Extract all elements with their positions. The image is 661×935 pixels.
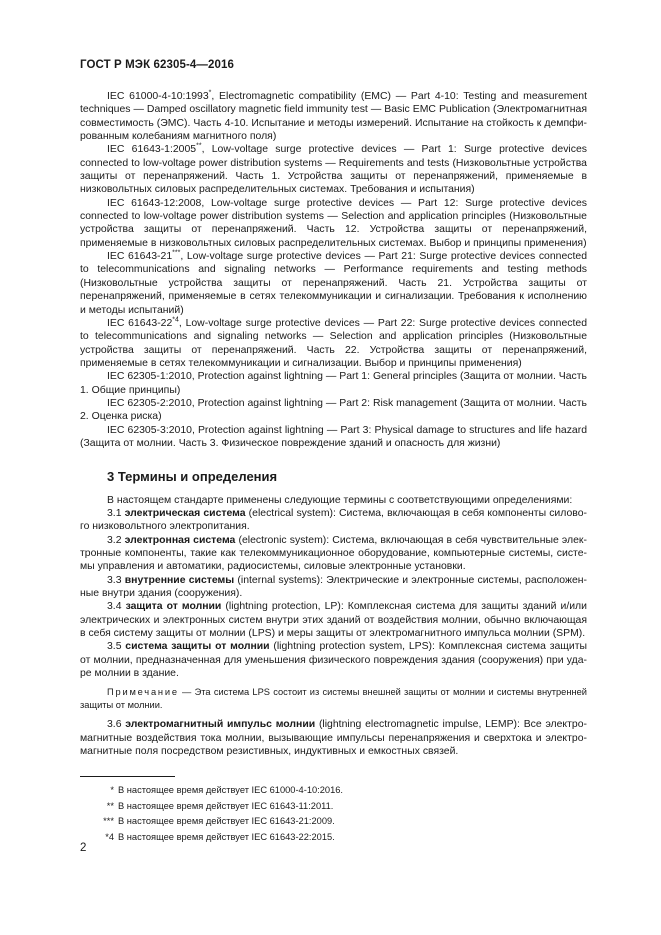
reference-title: , Low-voltage surge protective devices — Part 12: Surge protective devices connected to low-voltage power distribution systems — Selection and application principles (Низковольтные устройства защиты от перенапряжений. Часть 12. Устройства защиты от перенапряжений, применяемые в низковольтных силовых распределительных системах. Выбор и принципы применения) xyxy=(80,197,587,249)
term-text: (internal systems): Электрические и электронные системы, расположенные внутри здания (сооружения). xyxy=(80,574,587,600)
term-text: (lightning electromagnetic impulse, LEMP): Все электромагнитные воздействия тока молнии, вызывающие импульсы перенапряжения и сверхтока и электромагнитные поля посредством резистивных, индуктивных и емкостных связей. xyxy=(80,719,587,758)
footnote xyxy=(104,799,504,815)
reference-title: , Protection against lightning — Part 1: General principles (Защита от молнии. Часть 1. Общие принципы) xyxy=(80,371,587,396)
footnote-mark: * xyxy=(110,785,114,795)
footnote-marker: *** xyxy=(172,249,181,257)
term-number: 3.4 xyxy=(107,601,126,613)
term-name: защита от молнии xyxy=(125,601,222,613)
note-text: — Эта система LPS состоит из системы внешней защиты от молнии и системы внутренней защиты от молнии. xyxy=(80,687,587,710)
reference-title: , Low-voltage surge protective devices — Part 22: Surge protective devices connected to telecommunications and signaling networks — Selection and application principles (Низковольтные устройства защиты от перенапряжений. Часть 22. Устройства защиты от перенапряжений, применяемые в сетях телекоммуникации и сигнализации. Выбор и принципы применения) xyxy=(80,317,587,369)
footnote-mark: ** xyxy=(106,800,114,811)
reference-code: IEC 62305-3:2010 xyxy=(107,424,192,436)
note xyxy=(80,686,587,711)
section-heading: 3 Термины и определения xyxy=(107,469,278,485)
reference-item xyxy=(80,143,587,196)
term-definition xyxy=(80,600,587,640)
footnote-marker: * xyxy=(208,89,212,97)
reference-code: IEC 61000-4-10:1993 xyxy=(107,91,209,102)
reference-title: , Low-voltage surge protective devices — Part 21: Surge protective devices connected to telecommunications and signaling networks — Performance requirements and testing methods (Низковольтные устройства защиты от перенапряжений. Часть 21. Устройства защиты от перенапряжений, применяемые в сетях телекоммуникации и сигнализации. Требования к исполнению и методы испытаний) xyxy=(80,251,587,316)
reference-code: IEC 61643-22 xyxy=(107,317,173,329)
term-definition xyxy=(80,718,587,758)
reference-item xyxy=(80,250,587,317)
note-label: Примечание xyxy=(107,687,179,698)
term-text: (electrical system): Система, включающая в себя компоненты силового низковольтного электропитания. xyxy=(80,507,587,533)
footnote-mark: *4 xyxy=(105,832,114,843)
reference-code: IEC 61643-12:2008 xyxy=(107,197,202,209)
term-name: электрическая система xyxy=(124,507,246,519)
footnote-marker: ** xyxy=(196,142,202,150)
reference-code: IEC 62305-1:2010 xyxy=(107,371,192,383)
term-definition xyxy=(80,574,587,601)
document-header: ГОСТ Р МЭК 62305-4—2016 xyxy=(80,59,234,71)
footnote xyxy=(104,814,504,830)
reference-title: , Low-voltage surge protective devices — Part 1: Surge protective devices connected to low-voltage power distribution systems — Requirements and tests (Низковольтные устройства защиты от перенапряжений. Часть 1. Устройства защиты от перенапряжений, применяемые в низковольтных силовых распределительных системах. Требования и испытания) xyxy=(80,144,587,196)
term-text: (lightning protection system, LPS): Комплексная система защиты от молнии, предназначенная для уменьшения физического повреждения здания (сооружения) при ударе молнии в здание. xyxy=(80,641,587,680)
term-text: (lightning protection, LP): Комплексная система для защиты зданий и/или электрических и электронных систем внутри этих зданий от воздействия молнии, обычно включающая в себя систему защиты от молнии (LPS) и меры защиты от электромагнитного импульса молнии (SPM). xyxy=(80,601,587,640)
term-name: электронная система xyxy=(124,534,236,546)
reference-item xyxy=(80,90,587,143)
term-text: (electronic system): Система, включающая в себя чувствительные электронные компоненты, такие как телекоммуникационное оборудование, компьютерные системы, системы управления и автоматики, радиосистемы, силовые электронные установки. xyxy=(80,534,587,573)
footnote-text: В настоящее время действует IEC 61643-11:2011. xyxy=(118,800,334,811)
footnote-text: В настоящее время действует IEC 61643-21:2009. xyxy=(118,816,335,827)
footnotes xyxy=(104,783,504,846)
reference-item xyxy=(80,424,587,451)
term-definition xyxy=(80,534,587,574)
reference-item xyxy=(80,317,587,370)
term-name: внутренние системы xyxy=(124,574,235,586)
reference-title: , Protection against lightning — Part 3: Physical damage to structures and life hazard (Защита от молнии. Часть 3. Физическое повреждение зданий и опасность для жизни) xyxy=(80,424,587,449)
term-number: 3.1 xyxy=(107,507,125,519)
footnote-text: В настоящее время действует IEC 61643-22:2015. xyxy=(118,832,335,843)
document-body xyxy=(80,90,587,758)
reference-code: IEC 62305-2:2010 xyxy=(107,397,192,409)
reference-title: , Protection against lightning — Part 2: Risk management (Защита от молнии. Часть 2. Оценка риска) xyxy=(80,397,587,423)
term-name: система защиты от молнии xyxy=(125,641,270,653)
footnote-mark: *** xyxy=(103,816,114,827)
reference-title: , Electromagnetic compatibility (EMC) — Part 4-10: Testing and measurement techniques — Damped oscillatory magnetic field immunity test — Basic EMC Publication (Электромагнитная совместимость (ЭМС). Часть 4-10. Испытание и методы измерений. Испытание на стойкость к демпфированным колебаниям магнитного поля) xyxy=(80,91,587,143)
term-number: 3.3 xyxy=(107,574,125,586)
footnote-divider xyxy=(80,776,175,777)
page-number: 2 xyxy=(80,842,87,854)
reference-code: IEC 61643-21 xyxy=(107,251,173,263)
term-number: 3.2 xyxy=(107,534,125,546)
term-definition xyxy=(80,507,587,534)
footnote xyxy=(104,830,504,846)
reference-item xyxy=(80,370,587,397)
section-intro: В настоящем стандарте применены следующие термины с соответствующими определениями: xyxy=(107,494,573,506)
footnote xyxy=(104,783,504,799)
reference-item xyxy=(80,397,587,424)
term-number: 3.6 xyxy=(107,719,126,731)
term-definition xyxy=(80,640,587,680)
footnote-text: В настоящее время действует IEC 61000-4-10:2016. xyxy=(118,785,344,795)
term-number: 3.5 xyxy=(107,641,126,653)
footnote-marker: *4 xyxy=(172,316,179,324)
reference-item xyxy=(80,197,587,250)
reference-code: IEC 61643-1:2005 xyxy=(107,144,197,156)
term-name: электромагнитный импульс молнии xyxy=(125,719,316,731)
